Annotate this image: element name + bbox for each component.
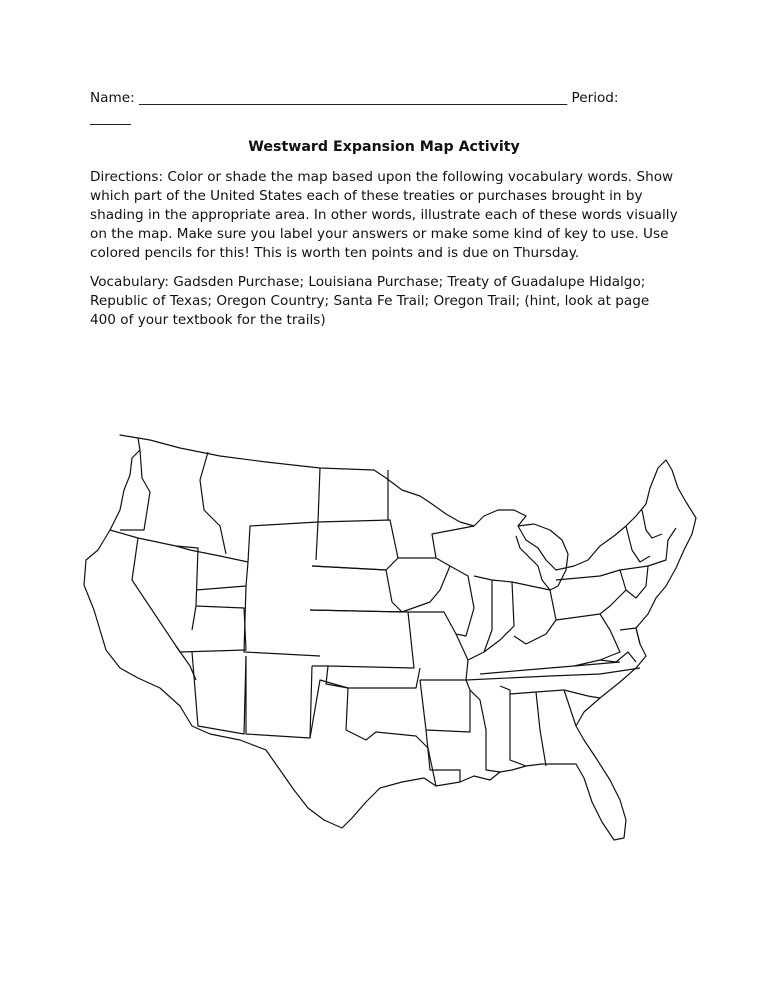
state-border	[310, 610, 414, 668]
state-border	[564, 690, 600, 698]
state-border	[466, 668, 640, 680]
state-border	[316, 468, 320, 560]
state-border	[200, 452, 226, 554]
state-border	[176, 546, 198, 630]
directions-paragraph	[90, 168, 690, 263]
state-border	[536, 690, 576, 726]
state-border	[190, 550, 248, 590]
state-border	[132, 538, 196, 680]
state-border	[648, 528, 676, 566]
vocabulary-paragraph	[90, 273, 690, 330]
state-border	[246, 656, 312, 738]
state-border	[556, 614, 620, 666]
state-border	[450, 566, 474, 636]
directions-line: which part of the United States each of these treaties or purchases brought in by	[90, 188, 643, 204]
vocabulary-line: 400 of your textbook for the trails)	[90, 312, 326, 328]
state-border	[600, 652, 636, 662]
state-border	[420, 680, 470, 732]
name-label: Name:	[90, 90, 135, 106]
vocabulary-line: Republic of Texas; Oregon Country; Santa Fe Trail; Oregon Trail; (hint, look at page	[90, 293, 650, 309]
state-border	[426, 730, 460, 782]
state-border	[398, 558, 450, 612]
state-border	[312, 520, 398, 570]
state-border	[620, 628, 640, 644]
state-border	[510, 692, 546, 766]
name-field-line	[90, 90, 619, 106]
state-border	[310, 680, 436, 786]
directions-line: colored pencils for this! This is worth ten points and is due on Thursday.	[90, 245, 580, 261]
state-border	[480, 662, 620, 674]
state-border	[176, 606, 246, 652]
state-border	[432, 526, 474, 558]
worksheet-title: Westward Expansion Map Activity	[248, 139, 520, 155]
state-border	[500, 686, 526, 766]
us-outline	[84, 435, 696, 840]
us-outline-map-icon	[80, 430, 700, 850]
state-border	[326, 666, 420, 688]
period-field-line	[90, 110, 131, 126]
state-border	[244, 586, 320, 656]
state-border	[192, 652, 246, 734]
state-border	[110, 530, 190, 550]
period-blank[interactable]: ______	[90, 110, 131, 126]
directions-line: on the map. Make sure you label your answers or make some kind of key to use. Use	[90, 226, 669, 242]
name-blank[interactable]: _______________________________________________________________	[139, 90, 568, 106]
state-border	[408, 612, 468, 680]
state-border	[512, 582, 556, 644]
directions-line: shading in the appropriate area. In other words, illustrate each of these words visually	[90, 207, 678, 223]
directions-line: Directions: Color or shade the map based upon the following vocabulary words. Show	[90, 169, 674, 185]
state-border	[642, 510, 662, 538]
state-border	[556, 570, 626, 614]
vocabulary-line: Vocabulary: Gadsden Purchase; Louisiana Purchase; Treaty of Guadalupe Hidalgo;	[90, 274, 646, 290]
period-label: Period:	[571, 90, 619, 106]
state-border	[310, 566, 402, 612]
state-border	[248, 522, 318, 562]
state-border	[470, 690, 500, 772]
